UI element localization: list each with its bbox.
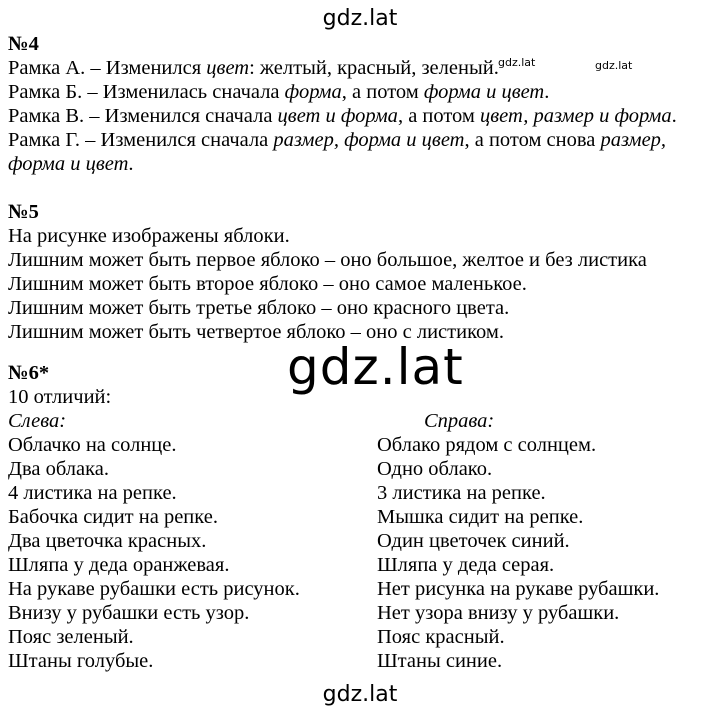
task5-line: На рисунке изображены яблоки. xyxy=(8,225,290,247)
left-column-header: Слева: xyxy=(8,410,67,432)
task4-line: Рамка А. – Изменился цвет: желтый, красный, зеленый. xyxy=(8,57,499,79)
task6-intro: 10 отличий: xyxy=(8,386,112,408)
left-item: Бабочка сидит на репке. xyxy=(8,506,218,528)
left-item: Облачко на солнце. xyxy=(8,434,177,456)
left-item: Шляпа у деда оранжевая. xyxy=(8,554,230,576)
right-item: Облако рядом с солнцем. xyxy=(377,434,597,456)
task4-line: Рамка Б. – Изменилась сначала форма, а потом форма и цвет. xyxy=(8,81,550,103)
right-item: Штаны синие. xyxy=(377,650,503,672)
task4-line: форма и цвет. xyxy=(8,153,134,175)
task5-heading: №5 xyxy=(8,201,39,223)
right-item: Нет рисунка на рукаве рубашки. xyxy=(377,578,660,600)
watermark-top: gdz.lat xyxy=(322,6,398,31)
task5-line: Лишним может быть второе яблоко – оно самое маленькое. xyxy=(8,273,527,295)
left-item: Внизу у рубашки есть узор. xyxy=(8,602,250,624)
watermark-bottom: gdz.lat xyxy=(322,682,398,707)
left-item: Пояс зеленый. xyxy=(8,626,134,648)
task4-line: Рамка Г. – Изменился сначала размер, форма и цвет, а потом снова размер, xyxy=(8,129,667,151)
task5-line: Лишним может быть первое яблоко – оно большое, желтое и без листика xyxy=(8,249,647,271)
right-column-header: Справа: xyxy=(424,410,495,432)
task5-line: Лишним может быть четвертое яблоко – оно с листиком. xyxy=(8,321,504,343)
watermark-small: gdz.lat xyxy=(595,59,633,72)
watermark-center: gdz.lat xyxy=(287,338,464,396)
right-item: Нет узора внизу у рубашки. xyxy=(377,602,620,624)
left-item: 4 листика на репке. xyxy=(8,482,177,504)
left-item: На рукаве рубашки есть рисунок. xyxy=(8,578,300,600)
task4-line: Рамка В. – Изменился сначала цвет и форма, а потом цвет, размер и форма. xyxy=(8,105,677,127)
right-item: Пояс красный. xyxy=(377,626,505,648)
right-item: Мышка сидит на репке. xyxy=(377,506,584,528)
task6-heading: №6* xyxy=(8,362,50,384)
task4-heading: №4 xyxy=(8,33,39,55)
left-item: Два облака. xyxy=(8,458,109,480)
left-item: Два цветочка красных. xyxy=(8,530,207,552)
right-item: 3 листика на репке. xyxy=(377,482,546,504)
left-item: Штаны голубые. xyxy=(8,650,154,672)
right-item: Шляпа у деда серая. xyxy=(377,554,555,576)
task5-line: Лишним может быть третье яблоко – оно красного цвета. xyxy=(8,297,510,319)
right-item: Один цветочек синий. xyxy=(377,530,570,552)
right-item: Одно облако. xyxy=(377,458,493,480)
watermark-small: gdz.lat xyxy=(498,56,536,69)
